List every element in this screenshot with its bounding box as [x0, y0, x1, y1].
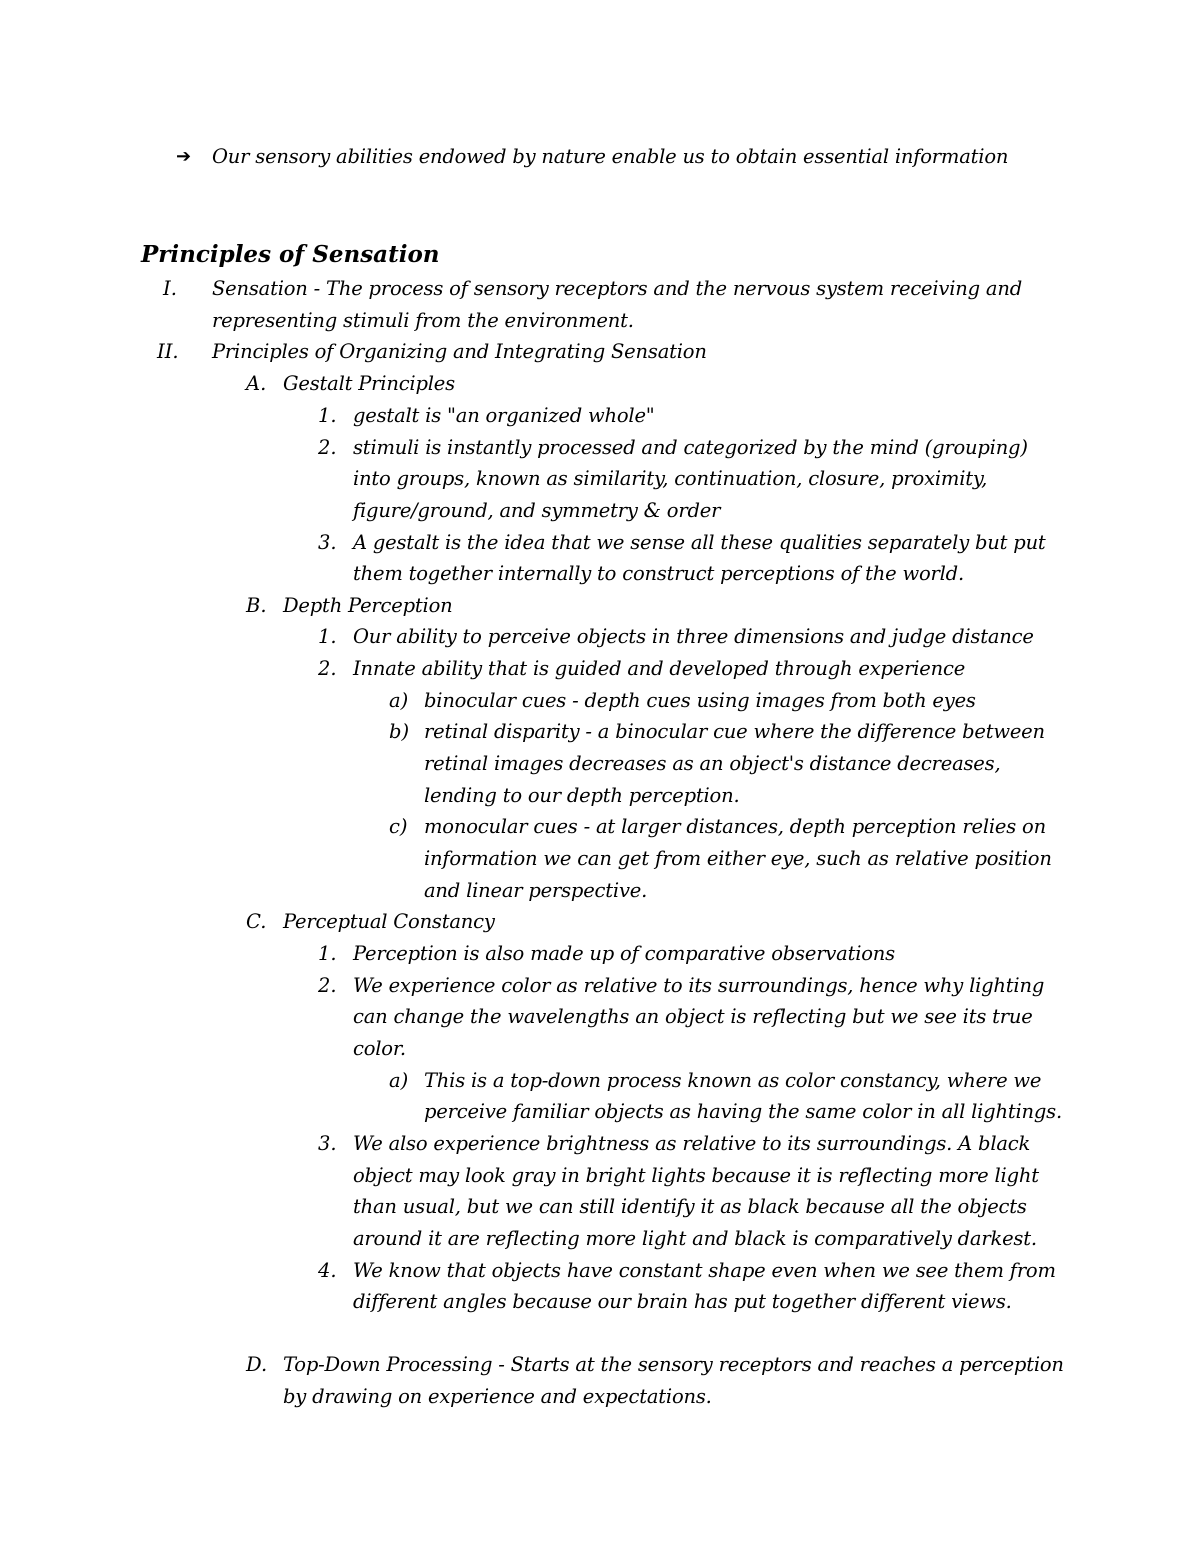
list-item-line: information we can get from either eye, such as relative position — [424, 847, 1052, 870]
list-item-line: We experience color as relative to its surroundings, hence why lighting — [353, 974, 1045, 997]
list-marker: 2. — [318, 436, 337, 459]
list-item-line: We also experience brightness as relative to its surroundings. A black — [353, 1132, 1031, 1155]
item-C-title: Perceptual Constancy — [283, 910, 495, 933]
list-marker: b) — [389, 720, 410, 743]
list-item-line: monocular cues - at larger distances, depth perception relies on — [424, 815, 1046, 838]
list-item-line: around it are reflecting more light and black is comparatively darkest. — [353, 1227, 1037, 1250]
list-marker-B: B. — [246, 594, 267, 617]
item-I-line-1: Sensation - The process of sensory receptors and the nervous system receiving and — [212, 277, 1022, 300]
list-marker: 1. — [318, 625, 337, 648]
list-item-line: We know that objects have constant shape even when we see them from — [353, 1259, 1056, 1282]
list-item-line: different angles because our brain has put together different views. — [353, 1290, 1012, 1313]
list-item-line: A gestalt is the idea that we sense all these qualities separately but put — [353, 531, 1046, 554]
list-marker-A: A. — [246, 372, 267, 395]
list-item-line: binocular cues - depth cues using images from both eyes — [424, 689, 976, 712]
list-marker: 2. — [318, 657, 337, 680]
list-marker-II: II. — [157, 340, 179, 363]
item-II-title: Principles of Organizing and Integrating Sensation — [212, 340, 707, 363]
list-marker-C: C. — [246, 910, 267, 933]
list-marker: a) — [389, 1069, 409, 1092]
intro-text: Our sensory abilities endowed by nature enable us to obtain essential information — [212, 145, 1009, 168]
list-marker: c) — [389, 815, 408, 838]
list-item-line: gestalt is "an organized whole" — [353, 404, 655, 427]
list-item-line: Our ability to perceive objects in three dimensions and judge distance — [353, 625, 1034, 648]
section-heading: Principles of Sensation — [141, 241, 440, 268]
list-item-line: than usual, but we can still identify it as black because all the objects — [353, 1195, 1027, 1218]
list-marker: a) — [389, 689, 409, 712]
list-item-line: This is a top-down process known as color constancy, where we — [424, 1069, 1042, 1092]
list-marker-D: D. — [246, 1353, 268, 1376]
list-item-line: color. — [353, 1037, 406, 1060]
item-A-title: Gestalt Principles — [283, 372, 455, 395]
list-item-line: Perception is also made up of comparative observations — [353, 942, 895, 965]
item-D-line-1: Top-Down Processing - Starts at the sensory receptors and reaches a perception — [283, 1353, 1064, 1376]
list-item-line: lending to our depth perception. — [424, 784, 740, 807]
list-marker: 2. — [318, 974, 337, 997]
list-item-line: and linear perspective. — [424, 879, 648, 902]
list-marker: 1. — [318, 404, 337, 427]
item-B-title: Depth Perception — [283, 594, 453, 617]
list-marker: 3. — [318, 1132, 337, 1155]
list-marker: 1. — [318, 942, 337, 965]
list-marker: 3. — [318, 531, 337, 554]
list-item-line: figure/ground, and symmetry & order — [353, 499, 721, 522]
list-marker: 4. — [318, 1259, 337, 1282]
list-item-line: retinal disparity - a binocular cue where the difference between — [424, 720, 1045, 743]
item-I-line-2: representing stimuli from the environment. — [212, 309, 634, 332]
item-D-line-2: by drawing on experience and expectations. — [283, 1385, 712, 1408]
list-item-line: retinal images decreases as an object's distance decreases, — [424, 752, 1001, 775]
right-arrow-icon: ➔ — [176, 146, 192, 167]
list-item-line: perceive familiar objects as having the same color in all lightings. — [424, 1100, 1062, 1123]
list-item-line: object may look gray in bright lights because it is reflecting more light — [353, 1164, 1039, 1187]
list-item-line: can change the wavelengths an object is reflecting but we see its true — [353, 1005, 1033, 1028]
list-item-line: into groups, known as similarity, continuation, closure, proximity, — [353, 467, 988, 490]
list-item-line: stimuli is instantly processed and categorized by the mind (grouping) — [353, 436, 1028, 459]
list-item-line: Innate ability that is guided and developed through experience — [353, 657, 966, 680]
list-marker-I: I. — [163, 277, 177, 300]
list-item-line: them together internally to construct perceptions of the world. — [353, 562, 964, 585]
